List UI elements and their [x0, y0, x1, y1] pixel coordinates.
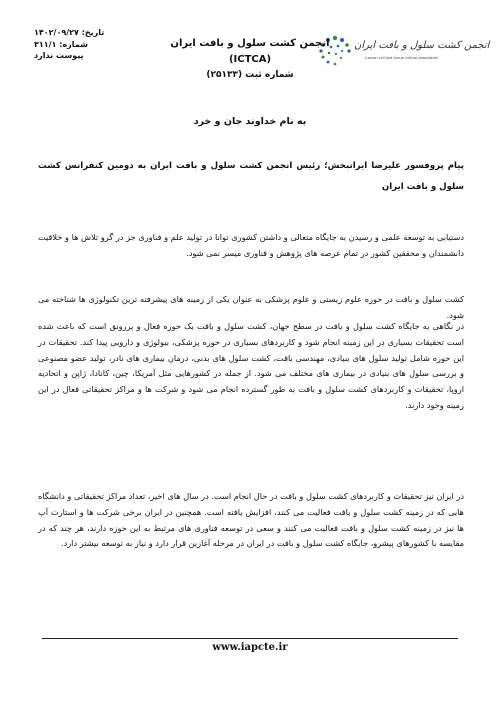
organization-abbreviation: (ICTCA) [228, 54, 272, 65]
letter-number: شماره: ۳۱۱/۱ [34, 39, 88, 49]
letter-heading: پیام پروفسور علیرضا ایرانبخش؛ رئیس انجمن کشت سلول و بافت ایران به دومین کنفرانس کشت سلول و بافت ایران [38, 161, 464, 192]
logo-subtitle: Iranian cell and tissue culture association [365, 56, 438, 60]
opening-invocation: به نام خداوند جان و خرد [193, 116, 307, 127]
letterhead [0, 0, 500, 92]
body-paragraph: در ایران نیز تحقیقات و کاربردهای کشت سلول و بافت در حال انجام است. در سال های اخیر، تعداد مراکز تحقیقاتی و دانشگاه هایی که در زمینه کشت سلول و بافت فعالیت می کنند، افزایش یافته است. همچنین در ایران برخی شرکت ها و استارت آپ ها نیز در زمینه کشت سلول و بافت فعالیت می کنند و سعی در توسعه فناوری های مرتبط به این حوزه دارند، هر چند که در مقایسه با کشورهای پیشرو، جایگاه کشت سلول و بافت در ایران در مرحله آغازین قرار دارد و نیاز به توسعه بیشتر دارد. [38, 491, 464, 549]
body-paragraph: در نگاهی به جایگاه کشت سلول و بافت در سطح جهان، کشت سلول و بافت یک حوزه فعال و پررونق است که باعث شده است تحقیقات بسیاری در این زمینه انجام شود و کاربردهای بسیاری در حوزه پزشکی، بیولوژی و دارویی پیدا کند. تحقیقات در این حوزه شامل تولید سلول های بنیادی، مهندسی بافت، کشت سلول های بدنی، درمان بیماری های نادر، تولید عضو مصنوعی و بررسی سلول های بنیادی در بیماری های مختلف می شود. از جمله در کشورهایی مثل آمریکا، چین، کانادا، ژاپن و اتحادیه اروپا، تحقیقات و کاربردهای کشت سلول و بافت به طور گسترده انجام می شود و شرکت ها و مراکز تحقیقاتی فعال در این زمینه وجود دارند. [38, 321, 464, 410]
organization-title: انجمن کشت سلول و بافت ایران [170, 38, 330, 49]
letter-meta [34, 27, 124, 62]
letter-attachment: پیوست ندارد [34, 51, 84, 60]
footer-website[interactable]: www.iapcte.ir [212, 642, 288, 653]
letter-date: تاریخ: ۱۴۰۲/۰۹/۲۷ [34, 28, 105, 37]
body-paragraph: کشت سلول و بافت در حوزه علوم زیستی و علوم پزشکی به عنوان یکی از زمینه های پیشرفته ترین تکنولوژی ها شناخته می شود. [38, 294, 464, 320]
registration-number: شماره ثبت (۲۵۱۳۳) [206, 70, 294, 80]
body-paragraph: دستیابی به توسعه علمی و رسیدن به جایگاه متعالی و داشتن کشوری توانا در تولید علم و فناوری جز در گرو تلاش ها و خلاقیت دانشمندان و محققین کشور در تمام عرصه های پژوهش و فناوری میسر نمی شود. [38, 232, 464, 258]
logo-text: انجمن کشت سلول و بافت ایران [354, 40, 490, 51]
footer-divider [42, 638, 458, 639]
organization-title-block [170, 36, 330, 83]
association-logo [318, 34, 490, 74]
